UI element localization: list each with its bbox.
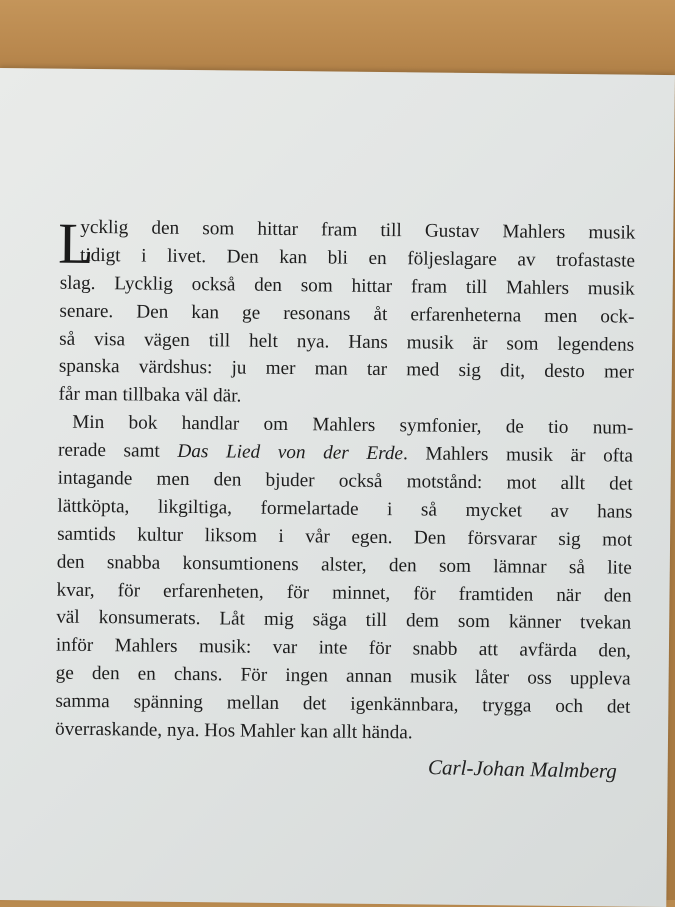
book-text [54,210,636,750]
text-line: samtids kultur liksom i vår egen. Den försvarar sig mot [57,523,633,551]
text-line: tidigt i livet. Den kan bli en följeslagare av trofastaste [79,244,636,272]
text-line: väl konsumerats. Låt mig säga till dem som känner tvekan [56,607,632,635]
text-fragment: . Mahlers musik är ofta [402,443,634,467]
text-fragment: rerade samt [57,439,178,463]
text-line: Min bok handlar om Mahlers symfonier, de tio num- [72,412,634,439]
text-line: intagande men den bjuder också motstånd: mot allt det [57,467,633,495]
work-title: Das Lied von der Erde [177,441,404,465]
text-line: senare. Den kan ge resonans åt erfarenheterna men ock- [59,300,635,328]
text-line: inför Mahlers musik: var inte för snabb att avfärda den, [55,634,632,662]
text-line: samma spänning mellan det igenkännbara, trygga och det [55,690,631,718]
text-line: får man tillbaka väl där. [58,383,242,407]
text-line: ycklig den som hittar fram till Gustav Mahlers musik [80,216,636,244]
paragraph-2 [55,409,633,750]
text-line: kvar, för erfarenheten, för minnet, för framtiden när den [56,579,632,607]
text-line: lättköpta, likgiltiga, formelartade i så mycket av hans [57,495,633,523]
text-line: ge den en chans. För ingen annan musik låter oss uppleva [55,662,631,690]
drop-cap: L [57,210,94,276]
author-signature: Carl-Johan Malmberg [427,755,618,783]
text-line: den snabba konsumtionens alster, den som lämnar så lite [56,551,632,579]
paragraph-1 [57,210,636,415]
text-line: så visa vägen till helt nya. Hans musik är som legendens [59,328,635,356]
text-line: spanska värdshus: ju mer man tar med sig dit, desto mer [58,356,634,384]
text-line: slag. Lycklig också den som hittar fram till Mahlers musik [59,272,635,300]
text-line: överraskande, nya. Hos Mahler kan allt hända. [54,718,413,744]
